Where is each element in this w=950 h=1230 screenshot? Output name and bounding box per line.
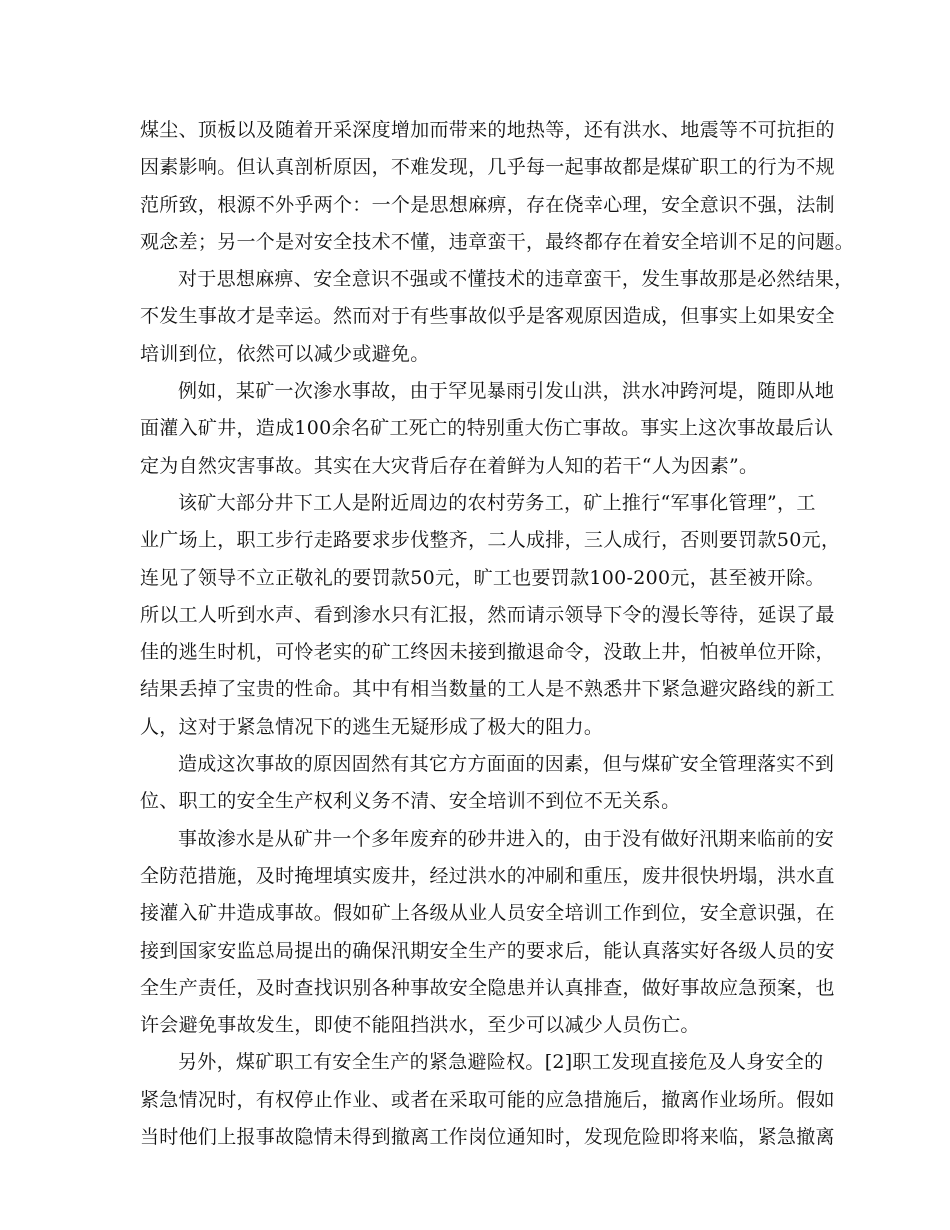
text-line: 例如，某矿一次渗水事故，由于罕见暴雨引发山洪，洪水冲跨河堤，随即从地 bbox=[178, 380, 835, 403]
text-line: 结果丢掉了宝贵的性命。其中有相当数量的工人是不熟悉井下紧急避灾路线的新工 bbox=[140, 678, 835, 701]
text-line: 所以工人听到水声、看到渗水只有汇报，然而请示领导下令的漫长等待，延误了最 bbox=[140, 603, 835, 626]
text-line: 观念差；另一个是对安全技术不懂，违章蛮干，最终都存在着安全培训不足的问题。 bbox=[140, 230, 855, 253]
text-line: 当时他们上报事故隐情未得到撤离工作岗位通知时，发现危险即将来临，紧急撤离 bbox=[140, 1126, 835, 1149]
text-line: 许会避免事故发生，即使不能阻挡洪水，至少可以减少人员伤亡。 bbox=[140, 1014, 700, 1037]
text-line: 范所致，根源不外乎两个：一个是思想麻痹，存在侥幸心理，安全意识不强，法制 bbox=[140, 193, 835, 216]
text-line: 煤尘、顶板以及随着开采深度增加而带来的地热等，还有洪水、地震等不可抗拒的 bbox=[140, 119, 835, 141]
text-line: 培训到位，依然可以减少或避免。 bbox=[140, 342, 430, 365]
text-line: 位、职工的安全生产权利义务不清、安全培训不到位不无关系。 bbox=[140, 790, 681, 813]
text-line: 紧急情况时，有权停止作业、或者在采取可能的应急措施后，撤离作业场所。假如 bbox=[140, 1088, 835, 1111]
text-line: 全防范措施，及时掩埋填实废井，经过洪水的冲刷和重压，废井很快坍塌，洪水直 bbox=[140, 864, 835, 887]
text-line: 另外，煤矿职工有安全生产的紧急避险权。[2]职工发现直接危及人身安全的 bbox=[178, 1051, 824, 1074]
text-line: 定为自然灾害事故。其实在大灾背后存在着鲜为人知的若干“人为因素”。 bbox=[140, 454, 759, 477]
body-text bbox=[140, 112, 855, 1156]
text-line: 面灌入矿井，造成100余名矿工死亡的特别重大伤亡事故。事实上这次事故最后认 bbox=[140, 417, 834, 440]
text-line: 人，这对于紧急情况下的逃生无疑形成了极大的阻力。 bbox=[140, 715, 604, 738]
text-line: 业广场上，职工步行走路要求步伐整齐，二人成排，三人成行，否则要罚款50元， bbox=[140, 529, 841, 552]
text-line: 接灌入矿井造成事故。假如矿上各级从业人员安全培训工作到位，安全意识强，在 bbox=[140, 902, 835, 925]
text-line: 连见了领导不立正敬礼的要罚款50元，旷工也要罚款100-200元，甚至被开除。 bbox=[140, 566, 825, 589]
text-line: 该矿大部分井下工人是附近周边的农村劳务工，矿上推行“军事化管理”，工 bbox=[178, 491, 816, 514]
text-line: 事故渗水是从矿井一个多年废弃的砂井进入的，由于没有做好汛期来临前的安 bbox=[178, 827, 835, 850]
text-line: 接到国家安监总局提出的确保汛期安全生产的要求后，能认真落实好各级人员的安 bbox=[140, 939, 835, 962]
text-line: 佳的逃生时机，可怜老实的矿工终因未接到撤退命令，没敢上井，怕被单位开除， bbox=[140, 641, 835, 664]
text-line: 不发生事故才是幸运。然而对于有些事故似乎是客观原因造成，但事实上如果安全 bbox=[140, 305, 835, 328]
text-line: 因素影响。但认真剖析原因，不难发现，几乎每一起事故都是煤矿职工的行为不规 bbox=[140, 156, 835, 179]
text-line: 造成这次事故的原因固然有其它方方面面的因素，但与煤矿安全管理落实不到 bbox=[178, 753, 835, 776]
text-line: 全生产责任，及时查找识别各种事故安全隐患并认真排查，做好事故应急预案，也 bbox=[140, 976, 835, 999]
text-line: 对于思想麻痹、安全意识不强或不懂技术的违章蛮干，发生事故那是必然结果， bbox=[178, 268, 854, 291]
